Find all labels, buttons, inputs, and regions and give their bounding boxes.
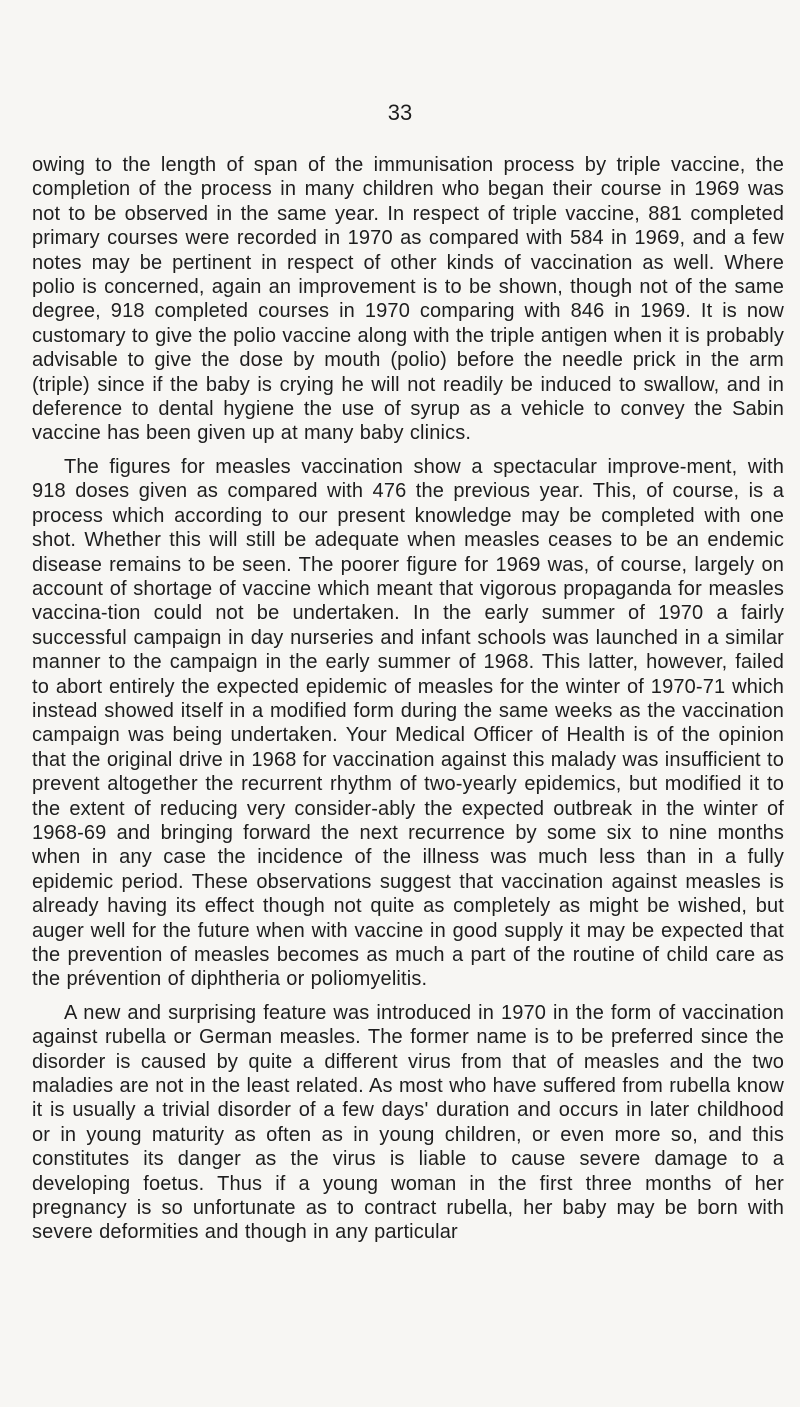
paragraph-rubella-vaccination: A new and surprising feature was introduced in 1970 in the form of vaccination against rubella or German measles. The former name is to be preferred since the disorder is caused by quite a different virus from that of measles and the two maladies are not in the least related. As most who have suffered from rubella know it is usually a trivial disorder of a few days' duration and occurs in later childhood or in young maturity as often as in young children, or even more so, and this constitutes its danger as the virus is liable to cause severe damage to a developing foetus. Thus if a young woman in the first three months of her pregnancy is so unfortunate as to contract rubella, her baby may be born with severe deformities and though in any particular [32, 1001, 784, 1244]
paragraph-immunisation: owing to the length of span of the immunisation process by triple vaccine, the completion of the process in many children who began their course in 1969 was not to be observed in the same year. In respect of triple vaccine, 881 completed primary courses were recorded in 1970 as compared with 584 in 1969, and a few notes may be pertinent in respect of other kinds of vaccination as well. Where polio is concerned, again an improvement is to be shown, though not of the same degree, 918 completed courses in 1970 comparing with 846 in 1969. It is now customary to give the polio vaccine along with the triple antigen when it is probably advisable to give the dose by mouth (polio) before the needle prick in the arm (triple) since if the baby is crying he will not readily be induced to swallow, and in deference to dental hygiene the use of syrup as a vehicle to convey the Sabin vaccine has been given up at many baby clinics. [32, 154, 784, 445]
body-text [32, 153, 784, 1254]
paragraph-measles-vaccination: The figures for measles vaccination show a spectacular improve-ment, with 918 doses given as compared with 476 the previous year. This, of course, is a process which according to our present knowledge may be completed with one shot. Whether this will still be adequate when measles ceases to be an endemic disease remains to be seen. The poorer figure for 1969 was, of course, largely on account of shortage of vaccine which meant that vigorous propaganda for measles vaccina-tion could not be undertaken. In the early summer of 1970 a fairly successful campaign in day nurseries and infant schools was launched in a similar manner to the campaign in the early summer of 1968. This latter, however, failed to abort entirely the expected epidemic of measles for the winter of 1970-71 which instead showed itself in a modified form during the same weeks as the vaccination campaign was being undertaken. Your Medical Officer of Health is of the opinion that the original drive in 1968 for vaccination against this malady was insufficient to prevent altogether the recurrent rhythm of two-yearly epidemics, but modified it to the extent of reducing very consider-ably the expected outbreak in the winter of 1968-69 and bringing forward the next recurrence by some six to nine months when in any case the incidence of the illness was much less than in a fully epidemic period. These observations suggest that vaccination against measles is already having its effect though not quite as completely as might be wished, but auger well for the future when with vaccine in good supply it may be expected that the prevention of measles becomes as much a part of the routine of child care as the prévention of diphtheria or poliomyelitis. [32, 455, 784, 991]
page-number: 33 [387, 100, 413, 125]
